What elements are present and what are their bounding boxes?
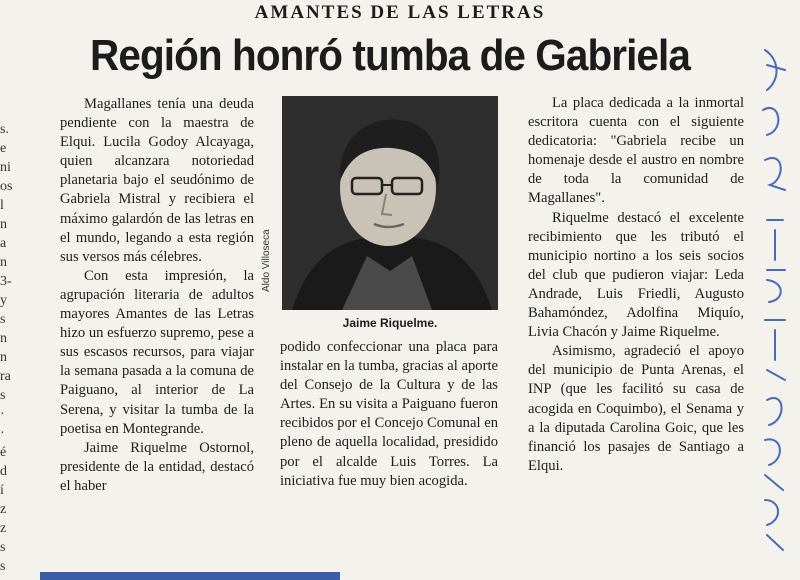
portrait-photo [282, 96, 498, 310]
article-column-1 [60, 95, 254, 565]
paragraph: Jaime Riquelme Ostornol, presidente de la entidad, destacó el haber [60, 439, 254, 494]
headline: Región honró tumba de Gabriela [90, 31, 690, 80]
paragraph: Magallanes tenía una deuda pendiente con la maestra de Elqui. Lucila Godoy Alcayaga, quien alcanzara notoriedad planetaria bajo el seudónimo de Gabriela Mistral y recibiera el máximo galardón de las letras en el mundo, legando a esta región sus versos más célebres. [60, 96, 254, 265]
photo-credit: Aldo Villoseca [261, 229, 272, 292]
handwriting-drawing [745, 20, 795, 560]
photo-caption: Jaime Riquelme. [342, 316, 438, 330]
article-column-3 [528, 94, 744, 564]
paragraph: La placa dedicada a la inmortal escritora cuenta con el siguiente dedicatoria: "Gabriela recibe un homenaje desde el austro en nombre de toda la comunidad de Magallanes". [528, 95, 744, 207]
paragraph: podido confeccionar una placa para instalar en la tumba, gracias al aporte del Consejo de la Cultura y de las Artes. En su visita a Paiguano fueron recibidos por el Concejo Comunal en pleno de aquella localidad, presidido por el alcalde Luis Torres. La iniciativa fue muy bien acogida. [280, 339, 498, 489]
adjacent-column-fragment: s. e ni os l n a n 3- y s n n ra s · · é d í z z s s [0, 122, 13, 574]
portrait-illustration [282, 96, 498, 310]
handwritten-source-note [745, 20, 795, 560]
paragraph: Asimismo, agradeció el apoyo del municipio de Punta Arenas, el INP (que les facilitó su casa de acogida en Coquimbo), el Senama y a la diputada Carolina Goic, que les financió los pasajes de Santiago a Elqui. [528, 343, 744, 474]
paragraph: Con esta impresión, la agrupación literaria de adultos mayores Amantes de las Letras hizo un esfuerzo supremo, pese a sus escasos recursos, para viajar la semana pasada a la comuna de Paiguano, al interior de La Serena, y visitar la tumba de la poetisa en Montegrande. [60, 267, 254, 437]
article-column-2 [280, 338, 498, 563]
page-edge-bar [40, 572, 340, 580]
paragraph: Riquelme destacó el excelente recibimiento que les tributó el municipio nortino a los seis socios del club que pudieron viajar: Leda Andrade, Luis Friedli, Augusto Bahamóndez, Adolfina Miquío, Livia Chacón y Jaime Riquelme. [528, 209, 744, 341]
section-kicker: AMANTES DE LAS LETRAS [254, 2, 546, 23]
